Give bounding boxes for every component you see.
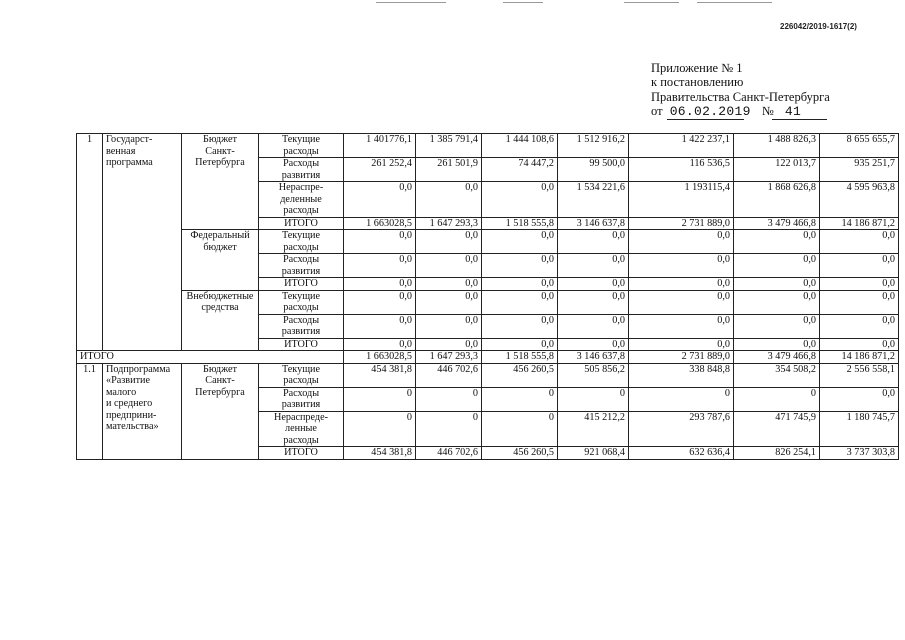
expense-type: ИТОГО xyxy=(259,217,344,230)
value-cell: 74 447,2 xyxy=(482,158,558,182)
value-cell: 454 381,8 xyxy=(344,447,416,460)
funding-source: Бюджет Санкт- Петербурга xyxy=(182,363,259,459)
value-cell: 3 479 466,8 xyxy=(734,217,820,230)
value-cell: 632 636,4 xyxy=(629,447,734,460)
value-cell: 0 xyxy=(416,411,482,447)
expense-type: Расходы развития xyxy=(259,387,344,411)
expense-type: ИТОГО xyxy=(259,338,344,351)
value-cell: 14 186 871,2 xyxy=(820,351,899,364)
appendix-line-3: Правительства Санкт-Петербурга xyxy=(651,89,830,104)
value-cell: 0,0 xyxy=(820,387,899,411)
value-cell: 0,0 xyxy=(416,314,482,338)
table-row xyxy=(77,290,899,314)
value-cell: 116 536,5 xyxy=(629,158,734,182)
funding-source: Внебюджетные средства xyxy=(182,290,259,351)
financing-table-body xyxy=(77,134,899,460)
value-cell: 1 663028,5 xyxy=(344,351,416,364)
value-cell: 1 647 293,3 xyxy=(416,351,482,364)
value-cell: 3 479 466,8 xyxy=(734,351,820,364)
value-cell: 0,0 xyxy=(558,254,629,278)
number-sign: № xyxy=(761,104,774,119)
value-cell: 1 180 745,7 xyxy=(820,411,899,447)
appendix-title: Приложение № 1 xyxy=(651,61,743,75)
scan-artifact xyxy=(503,2,543,3)
value-cell: 0,0 xyxy=(416,230,482,254)
expense-type: Текущие расходы xyxy=(259,363,344,387)
scan-artifact xyxy=(624,2,679,3)
value-cell: 1 401776,1 xyxy=(344,134,416,158)
appendix-line-2: к постановлению xyxy=(651,75,744,90)
value-cell: 0 xyxy=(734,387,820,411)
value-cell: 0 xyxy=(482,411,558,447)
value-cell: 0,0 xyxy=(820,314,899,338)
date-prefix: от xyxy=(651,104,663,119)
value-cell: 0,0 xyxy=(482,314,558,338)
value-cell: 14 186 871,2 xyxy=(820,217,899,230)
value-cell: 8 655 655,7 xyxy=(820,134,899,158)
table-row xyxy=(77,230,899,254)
value-cell: 0,0 xyxy=(344,290,416,314)
value-cell: 0 xyxy=(344,387,416,411)
value-cell: 0,0 xyxy=(629,290,734,314)
expense-type: ИТОГО xyxy=(259,278,344,291)
value-cell: 0,0 xyxy=(416,254,482,278)
expense-type: Нераспре- деленные расходы xyxy=(259,182,344,218)
expense-type: Нераспреде- ленные расходы xyxy=(259,411,344,447)
value-cell: 1 647 293,3 xyxy=(416,217,482,230)
value-cell: 261 252,4 xyxy=(344,158,416,182)
value-cell: 1 534 221,6 xyxy=(558,182,629,218)
value-cell: 1 512 916,2 xyxy=(558,134,629,158)
value-cell: 0,0 xyxy=(344,230,416,254)
value-cell: 0 xyxy=(344,411,416,447)
value-cell: 261 501,9 xyxy=(416,158,482,182)
value-cell: 505 856,2 xyxy=(558,363,629,387)
value-cell: 456 260,5 xyxy=(482,363,558,387)
date-value: 06.02.2019 xyxy=(669,104,751,120)
appendix-date-row xyxy=(651,104,830,120)
value-cell: 0,0 xyxy=(629,278,734,291)
value-cell: 0,0 xyxy=(416,290,482,314)
value-cell: 0 xyxy=(416,387,482,411)
value-cell: 0,0 xyxy=(558,230,629,254)
value-cell: 0,0 xyxy=(344,182,416,218)
value-cell: 0,0 xyxy=(344,254,416,278)
subprogram-index: 1.1 xyxy=(77,363,103,459)
value-cell: 0,0 xyxy=(416,182,482,218)
value-cell: 0,0 xyxy=(820,338,899,351)
value-cell: 0,0 xyxy=(558,290,629,314)
value-cell: 0,0 xyxy=(558,314,629,338)
value-cell: 0,0 xyxy=(344,338,416,351)
value-cell: 2 731 889,0 xyxy=(629,217,734,230)
funding-source: Федеральный бюджет xyxy=(182,230,259,291)
value-cell: 2 731 889,0 xyxy=(629,351,734,364)
value-cell: 0,0 xyxy=(629,230,734,254)
value-cell: 354 508,2 xyxy=(734,363,820,387)
value-cell: 0,0 xyxy=(558,338,629,351)
total-row xyxy=(77,351,899,364)
value-cell: 0 xyxy=(482,387,558,411)
value-cell: 0,0 xyxy=(482,278,558,291)
value-cell: 1 488 826,3 xyxy=(734,134,820,158)
value-cell: 0,0 xyxy=(558,278,629,291)
value-cell: 1 663028,5 xyxy=(344,217,416,230)
value-cell: 0,0 xyxy=(482,338,558,351)
value-cell: 0,0 xyxy=(820,254,899,278)
value-cell: 0,0 xyxy=(344,314,416,338)
value-cell: 3 146 637,8 xyxy=(558,351,629,364)
program-index: 1 xyxy=(77,134,103,351)
value-cell: 293 787,6 xyxy=(629,411,734,447)
value-cell: 415 212,2 xyxy=(558,411,629,447)
value-cell: 456 260,5 xyxy=(482,447,558,460)
value-cell: 826 254,1 xyxy=(734,447,820,460)
expense-type: Текущие расходы xyxy=(259,230,344,254)
value-cell: 471 745,9 xyxy=(734,411,820,447)
value-cell: 0,0 xyxy=(482,182,558,218)
value-cell: 935 251,7 xyxy=(820,158,899,182)
value-cell: 0,0 xyxy=(629,314,734,338)
expense-type: Расходы развития xyxy=(259,254,344,278)
expense-type: Расходы развития xyxy=(259,158,344,182)
value-cell: 0,0 xyxy=(734,278,820,291)
program-name: Государст- венная программа xyxy=(103,134,182,351)
value-cell: 0,0 xyxy=(734,338,820,351)
value-cell: 921 068,4 xyxy=(558,447,629,460)
value-cell: 0 xyxy=(629,387,734,411)
value-cell: 0,0 xyxy=(734,254,820,278)
scan-artifact xyxy=(376,2,446,3)
value-cell: 1 385 791,4 xyxy=(416,134,482,158)
value-cell: 0,0 xyxy=(482,254,558,278)
expense-type: Расходы развития xyxy=(259,314,344,338)
expense-type: Текущие расходы xyxy=(259,290,344,314)
value-cell: 0,0 xyxy=(734,230,820,254)
value-cell: 4 595 963,8 xyxy=(820,182,899,218)
value-cell: 122 013,7 xyxy=(734,158,820,182)
total-label: ИТОГО xyxy=(77,351,344,364)
value-cell: 338 848,8 xyxy=(629,363,734,387)
value-cell: 1 518 555,8 xyxy=(482,351,558,364)
value-cell: 1 193115,4 xyxy=(629,182,734,218)
value-cell: 0,0 xyxy=(820,290,899,314)
value-cell: 0,0 xyxy=(820,230,899,254)
value-cell: 446 702,6 xyxy=(416,447,482,460)
value-cell: 0,0 xyxy=(734,314,820,338)
value-cell: 0,0 xyxy=(820,278,899,291)
table-row xyxy=(77,363,899,387)
number-underline xyxy=(772,119,827,120)
value-cell: 0,0 xyxy=(482,230,558,254)
value-cell: 0,0 xyxy=(629,338,734,351)
value-cell: 1 518 555,8 xyxy=(482,217,558,230)
value-cell: 2 556 558,1 xyxy=(820,363,899,387)
value-cell: 1 868 626,8 xyxy=(734,182,820,218)
value-cell: 0,0 xyxy=(416,278,482,291)
value-cell: 1 422 237,1 xyxy=(629,134,734,158)
value-cell: 446 702,6 xyxy=(416,363,482,387)
value-cell: 3 146 637,8 xyxy=(558,217,629,230)
table-row xyxy=(77,134,899,158)
scan-artifact xyxy=(697,2,772,3)
funding-source: Бюджет Санкт- Петербурга xyxy=(182,134,259,230)
value-cell: 0,0 xyxy=(344,278,416,291)
value-cell: 99 500,0 xyxy=(558,158,629,182)
subprogram-name: Подпрограмма «Развитие малого и среднего предприни- мательства» xyxy=(103,363,182,459)
value-cell: 0,0 xyxy=(734,290,820,314)
value-cell: 0 xyxy=(558,387,629,411)
financing-table xyxy=(76,133,899,460)
number-value: 41 xyxy=(784,104,802,120)
appendix-header xyxy=(651,61,830,120)
value-cell: 0,0 xyxy=(629,254,734,278)
value-cell: 454 381,8 xyxy=(344,363,416,387)
value-cell: 3 737 303,8 xyxy=(820,447,899,460)
value-cell: 0,0 xyxy=(482,290,558,314)
date-underline xyxy=(667,119,744,120)
value-cell: 1 444 108,6 xyxy=(482,134,558,158)
value-cell: 0,0 xyxy=(416,338,482,351)
expense-type: Текущие расходы xyxy=(259,134,344,158)
document-number: 226042/2019-1617(2) xyxy=(780,22,857,31)
expense-type: ИТОГО xyxy=(259,447,344,460)
